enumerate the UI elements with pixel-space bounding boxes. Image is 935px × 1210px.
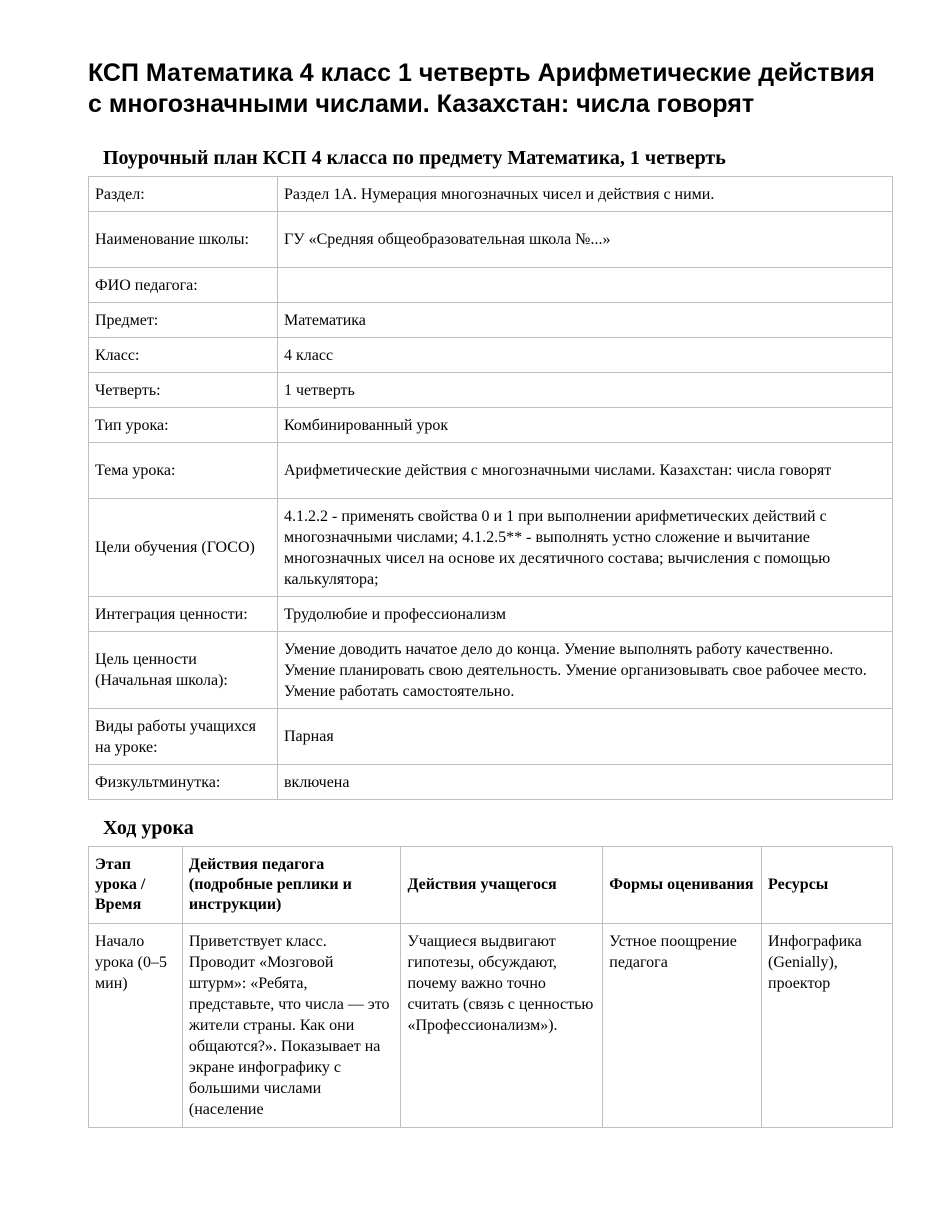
info-row-lesson-type — [89, 408, 893, 443]
info-label: Четверть: — [89, 373, 278, 408]
info-label: Тема урока: — [89, 443, 278, 499]
info-row-grade — [89, 338, 893, 373]
info-label: Предмет: — [89, 303, 278, 338]
info-label: Наименование школы: — [89, 212, 278, 268]
info-row-value-integration — [89, 597, 893, 632]
info-value: Умение доводить начатое дело до конца. Умение выполнять работу качественно. Умение планировать свою деятельность. Умение организовывать свое рабочее место. Умение работать самостоятельно. — [278, 632, 893, 709]
cell-stage: Начало урока (0–5 мин) — [89, 924, 183, 1128]
info-label: Виды работы учащихся на уроке: — [89, 709, 278, 765]
info-label: ФИО педагога: — [89, 268, 278, 303]
document-title: КСП Математика 4 класс 1 четверть Арифметические действия с многозначными числами. Казахстан: числа говорят — [88, 59, 875, 118]
cell-assessment: Устное поощрение педагога — [603, 924, 762, 1128]
plan-heading: Поурочный план КСП 4 класса по предмету Математика, 1 четверть — [103, 147, 726, 169]
lesson-table-header-row — [89, 847, 893, 924]
info-value: Арифметические действия с многозначными числами. Казахстан: числа говорят — [278, 443, 893, 499]
info-row-work-types — [89, 709, 893, 765]
info-row-value-goal — [89, 632, 893, 709]
info-value — [278, 268, 893, 303]
info-row-school — [89, 212, 893, 268]
info-value: 4.1.2.2 - применять свойства 0 и 1 при выполнении арифметических действий с многозначными числами; 4.1.2.5** - выполнять устно сложение и вычитание многозначных чисел на основе их десятичного состава; вычисления с помощью калькулятора; — [278, 499, 893, 597]
info-row-physical-break — [89, 765, 893, 800]
info-value: ГУ «Средняя общеобразовательная школа №...» — [278, 212, 893, 268]
info-row-topic — [89, 443, 893, 499]
column-header-stage: Этап урока / Время — [89, 847, 183, 924]
info-value: Раздел 1А. Нумерация многозначных чисел и действия с ними. — [278, 177, 893, 212]
cell-teacher-actions: Приветствует класс. Проводит «Мозговой штурм»: «Ребята, представьте, что числа — это жители страны. Как они общаются?». Показывает на экране инфографику с большими числами (население — [182, 924, 401, 1128]
lesson-info-table — [88, 176, 893, 800]
info-row-subject — [89, 303, 893, 338]
info-value: 4 класс — [278, 338, 893, 373]
document-page — [88, 58, 893, 1128]
info-row-section — [89, 177, 893, 212]
info-row-quarter — [89, 373, 893, 408]
info-label: Физкультминутка: — [89, 765, 278, 800]
info-value: включена — [278, 765, 893, 800]
column-header-assessment: Формы оценивания — [603, 847, 762, 924]
info-value: Парная — [278, 709, 893, 765]
info-label: Цель ценности (Начальная школа): — [89, 632, 278, 709]
info-label: Тип урока: — [89, 408, 278, 443]
table-row — [89, 924, 893, 1128]
column-header-student-actions: Действия учащегося — [401, 847, 603, 924]
info-value: 1 четверть — [278, 373, 893, 408]
lesson-progress-table — [88, 846, 893, 1128]
info-row-learning-goals — [89, 499, 893, 597]
cell-resources: Инфографика (Genially), проектор — [762, 924, 893, 1128]
info-label: Интеграция ценности: — [89, 597, 278, 632]
column-header-resources: Ресурсы — [762, 847, 893, 924]
info-label: Раздел: — [89, 177, 278, 212]
info-value: Математика — [278, 303, 893, 338]
lesson-progress-heading: Ход урока — [103, 817, 194, 839]
info-value: Комбинированный урок — [278, 408, 893, 443]
info-value: Трудолюбие и профессионализм — [278, 597, 893, 632]
info-label: Класс: — [89, 338, 278, 373]
cell-student-actions: Учащиеся выдвигают гипотезы, обсуждают, почему важно точно считать (связь с ценностью «Профессионализм»). — [401, 924, 603, 1128]
info-label: Цели обучения (ГОСО) — [89, 499, 278, 597]
info-row-teacher — [89, 268, 893, 303]
column-header-teacher-actions: Действия педагога (подробные реплики и инструкции) — [182, 847, 401, 924]
